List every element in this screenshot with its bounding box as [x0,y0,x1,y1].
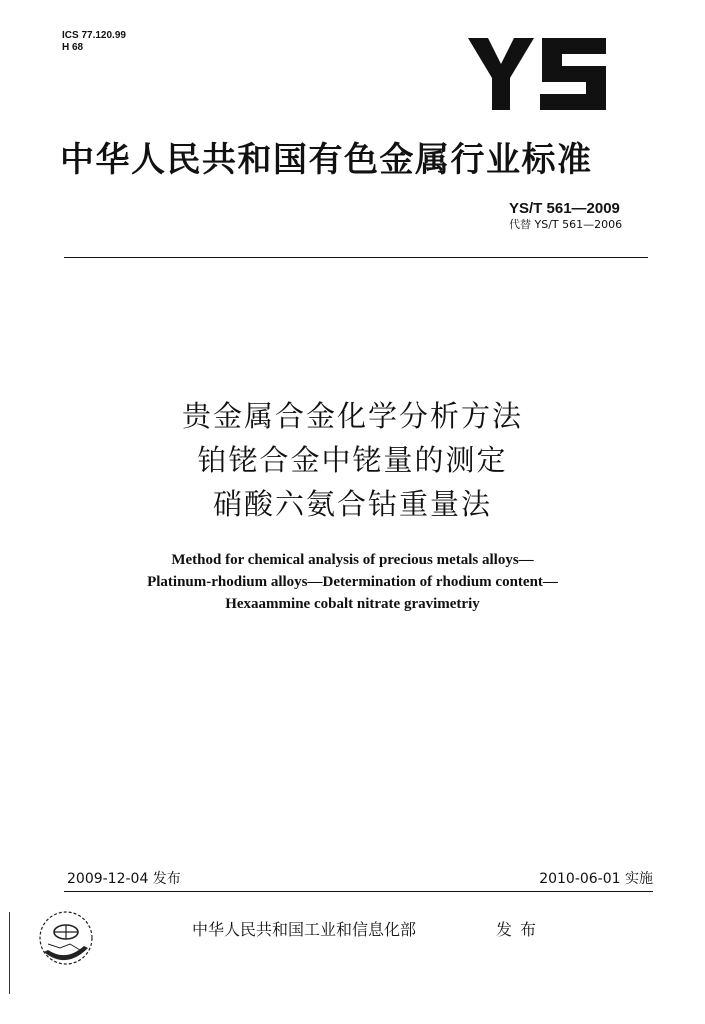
ys-logo [468,36,608,112]
industry-standard-title: 中华人民共和国有色金属行业标准 [60,140,593,180]
header-divider [64,257,648,258]
cn-title-line-3: 硝酸六氨合钴重量法 [212,487,492,521]
implementation-date: 2010-06-01 实施 [539,871,653,887]
replaces-standard: 代替 YS/T 561—2006 [509,218,623,231]
classification-codes [62,30,126,54]
chinese-title-block [60,394,645,526]
footer-divider [64,891,653,892]
en-title-line-2: Platinum-rhodium alloys—Determination of rhodium content— [147,574,558,590]
english-title-block [60,549,645,615]
cn-title-line-1: 贵金属合金化学分析方法 [181,399,523,433]
issuing-authority: 中华人民共和国工业和信息化部 [192,920,417,939]
en-title-line-1: Method for chemical analysis of precious metals alloys— [171,552,534,568]
en-title-line-3: Hexaammine cobalt nitrate gravimetriy [225,596,480,612]
scan-margin-line [9,912,10,994]
standard-number: YS/T 561—2009 [509,200,620,217]
cn-title-line-2: 铂铑合金中铑量的测定 [197,443,508,477]
issue-label: 发布 [496,920,545,939]
official-seal-icon [36,908,96,968]
publish-date: 2009-12-04 发布 [67,871,181,887]
h-code: H 68 [62,42,84,53]
ics-code: ICS 77.120.99 [62,30,126,41]
